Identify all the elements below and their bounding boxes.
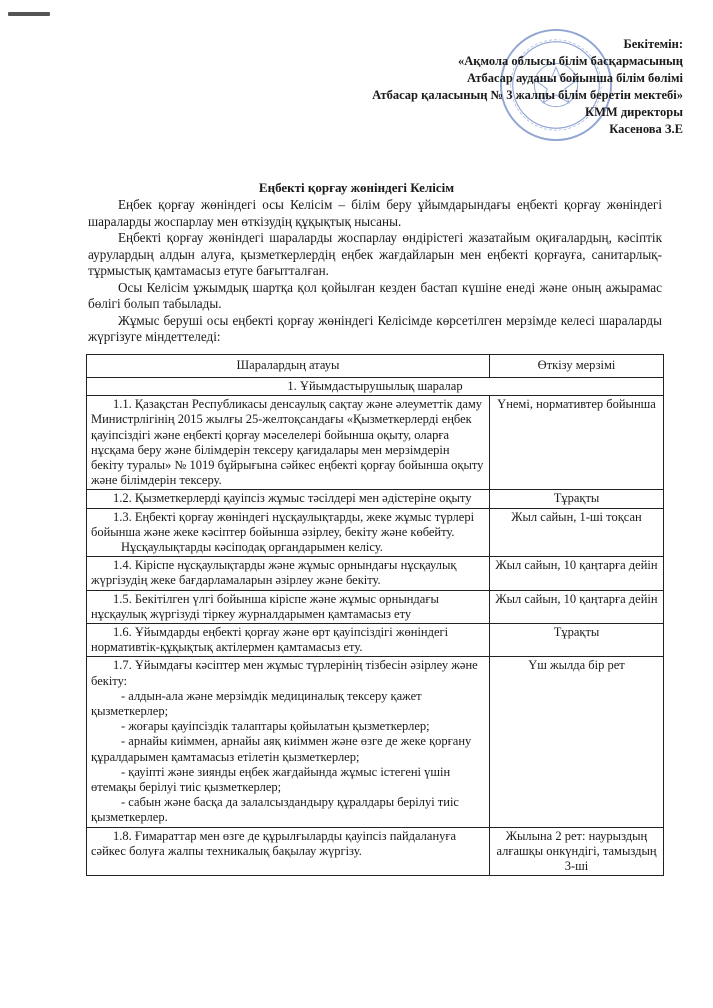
measure-sub-item: - алдын-ала және мерзімдік медициналық тексеру қажет қызметкерлер; <box>91 688 422 719</box>
measure-name: 1.1. Қазақстан Республикасы денсаулық сақтау және әлеуметтік даму Министрлігінің 2015 жылғы 25-желтоқсандағы «Қызметкерлерді еңбек қауіпсіздігі және еңбекті қорғау мәселелері бойынша оқыту, оларға нұсқама беру және білімдерін тексеру қағидалары мен мерзімдерін бекіту туралы» № 1019 бұйрығына сәйкес еңбекті қорғау бойынша оқыту және білімдерін тексеру. <box>87 396 490 490</box>
approval-line: КММ директоры <box>585 105 683 119</box>
table-row <box>87 396 664 490</box>
measure-deadline: Жыл сайын, 1-ші тоқсан <box>490 508 664 557</box>
measure-deadline: Үнемі, нормативтер бойынша <box>490 396 664 490</box>
intro-paragraph: Жұмыс беруші осы еңбекті қорғау жөніндегі Келісімде көрсетілген мерзімде келесі шараларды жүргізуге міндеттеледі: <box>88 312 662 344</box>
table-row <box>87 624 664 657</box>
table-row <box>87 557 664 590</box>
measure-deadline: Үш жылда бір рет <box>490 657 664 827</box>
approval-line: Бекітемін: <box>623 37 683 51</box>
approval-line: Атбасар қаласының № 3 жалпы білім беретін мектебі» <box>372 88 683 102</box>
intro-paragraph: Осы Келісім ұжымдық шартқа қол қойылған кезден бастап күшіне енеді және оның ажырамас бөлігі болып табылады. <box>88 279 662 311</box>
measure-deadline: Жыл сайын, 10 қаңтарға дейін <box>490 590 664 623</box>
approval-block <box>372 36 683 138</box>
measure-sub-item: - арнайы киіммен, арнайы аяқ киіммен және өзге де жеке қорғану құралдарымен қамтамасыз етілетін қызметкерлер; <box>91 734 472 764</box>
measure-name: 1.7. Ұйымдағы кәсіптер мен жұмыс түрлерінің тізбесін әзірлеу және бекіту: <box>91 658 478 688</box>
section-title: 1. Ұйымдастырушылық шаралар <box>87 378 664 396</box>
measure-deadline: Жыл сайын, 10 қаңтарға дейін <box>490 557 664 590</box>
measure-name-cell <box>87 508 490 557</box>
measure-name: 1.6. Ұйымдарды еңбекті қорғау және өрт қауіпсіздігі жөніндегі нормативтік-құқықтық актілермен қамтамасыз ету. <box>87 624 490 657</box>
measure-name-extra: Нұсқаулықтарды кәсіподақ органдарымен келісу. <box>121 540 383 555</box>
measure-name: 1.5. Бекітілген үлгі бойынша кіріспе және жұмыс орнындағы нұсқаулық жүргізуді тіркеу журналдарымен қамтамасыз ету <box>87 590 490 623</box>
approval-line: «Ақмола облысы білім басқармасының <box>458 54 683 68</box>
measures-table <box>86 354 664 876</box>
table-row <box>87 657 664 827</box>
table-row <box>87 490 664 508</box>
measure-name: 1.3. Еңбекті қорғау жөніндегі нұсқаулықтарды, жеке жұмыс түрлері бойынша және жеке кәсіптер бойынша әзірлеу, бекіту және көбейту. <box>91 509 475 539</box>
measure-name: 1.8. Ғимараттар мен өзге де құрылғыларды қауіпсіз пайдалануға сәйкес болуға жалпы техникалық бақылау жүргізу. <box>87 827 490 876</box>
intro-text <box>88 197 662 346</box>
approval-line: Атбасар ауданы бойынша білім бөлімі <box>466 71 683 85</box>
table-header-row <box>87 355 664 378</box>
measure-name: 1.2. Қызметкерлерді қауіпсіз жұмыс тәсілдері мен әдістеріне оқыту <box>87 490 490 508</box>
approval-line: Касенова З.Е <box>609 122 683 136</box>
measure-name-cell <box>87 657 490 827</box>
section-row <box>87 378 664 396</box>
table-row <box>87 827 664 876</box>
measure-deadline: Тұрақты <box>490 624 664 657</box>
table-row <box>87 590 664 623</box>
measure-sub-item: - сабын және басқа да залалсыздандыру құралдары берілуі тиіс қызметкерлер. <box>91 795 459 825</box>
measure-deadline: Тұрақты <box>490 490 664 508</box>
measure-deadline: Жылына 2 рет: наурыздың алғашқы онкүндігі, тамыздың 3-ші <box>490 827 664 876</box>
header-deadline: Өткізу мерзімі <box>490 355 664 378</box>
header-measure-name: Шаралардың атауы <box>87 355 490 378</box>
intro-paragraph: Еңбек қорғау жөніндегі осы Келісім – білім беру ұйымдарындағы еңбекті қорғау жөніндегі шараларды жоспарлау мен өткізудің құқықтық нысаны. <box>88 197 662 229</box>
scan-mark <box>8 12 50 16</box>
document-title: Еңбекті қорғау жөніндегі Келісім <box>258 180 455 195</box>
measure-sub-item: - жоғары қауіпсіздік талаптары қойылатын қызметкерлер; <box>121 719 430 734</box>
measure-sub-item: - қауіпті және зиянды еңбек жағдайында жұмыс істегені үшін өтемақы берілуі тиіс қызметкерлер; <box>91 764 451 795</box>
table-row <box>87 508 664 557</box>
intro-paragraph: Еңбекті қорғау жөніндегі шараларды жоспарлау өндірістегі жазатайым оқиғалардың, кәсіптік аурулардың алдын алуға, қызметкерлердің еңбек жағдайларын мен еңбекті қорғауға, санитарлық-тұрмыстық қамтамасыз етуге бағытталған. <box>88 230 662 278</box>
measure-name: 1.4. Кіріспе нұсқаулықтарды және жұмыс орнындағы нұсқаулық жүргізудің жеке бағдарламаларын әзірлеу және бекіту. <box>87 557 490 590</box>
